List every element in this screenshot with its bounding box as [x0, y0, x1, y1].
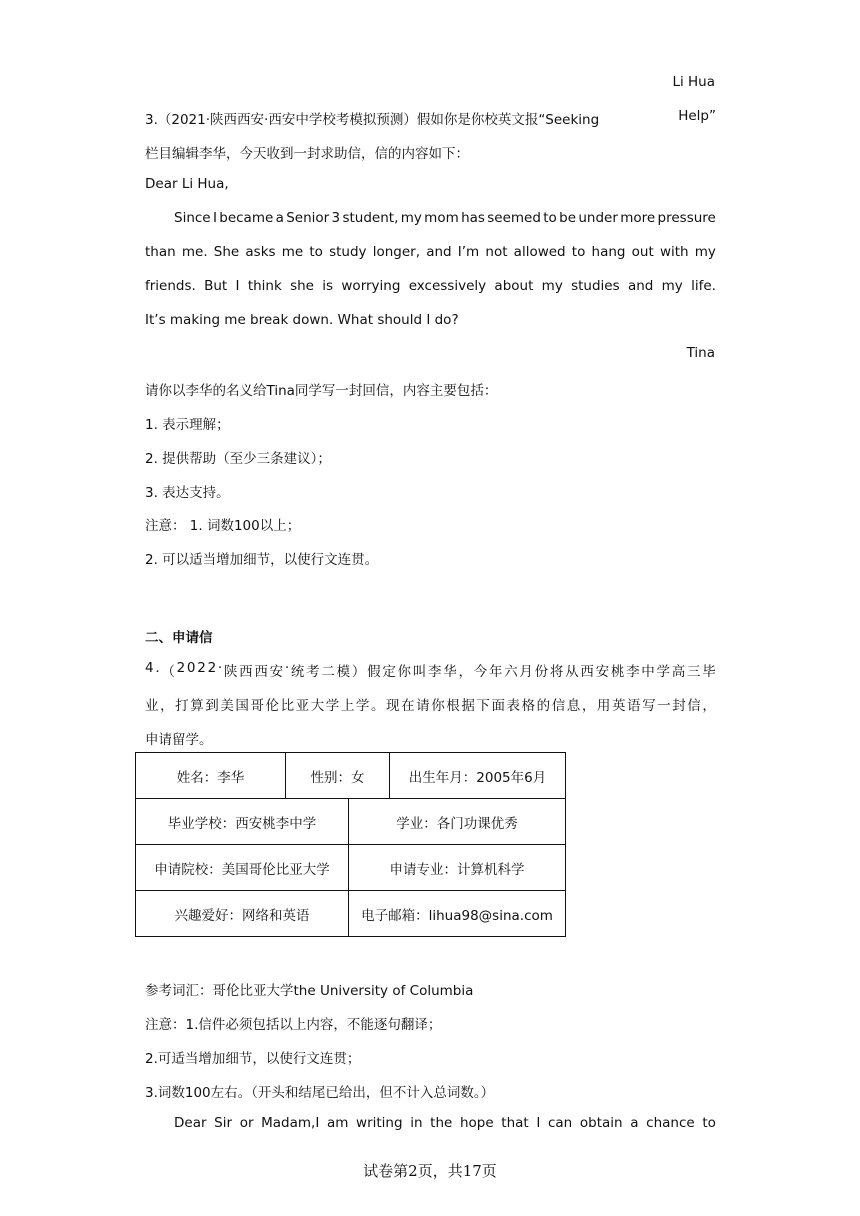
q3-letter-line1: Since I became a Senior 3 student, my mom has seemed to be under more pressure: [174, 210, 716, 226]
q3-greeting: Dear Li Hua,: [145, 176, 229, 192]
q3-point: 3. 表达支持。: [145, 485, 230, 501]
q4-note: 3.词数100左右。（开头和结尾已给出，但不计入总词数。）: [145, 1085, 495, 1101]
q3-intro-line2: 栏目编辑李华，今天收到一封求助信，信的内容如下：: [145, 146, 469, 162]
top-signature: Li Hua: [672, 74, 715, 90]
table-cell-apply-school: 申请院校：美国哥伦比亚大学: [136, 845, 349, 891]
q4-note: 2.可适当增加细节，以使行文连贯；: [145, 1051, 361, 1067]
table-row: [136, 753, 566, 799]
table-row: [136, 891, 566, 937]
table-row: [136, 845, 566, 891]
table-cell-hobbies: 兴趣爱好：网络和英语: [136, 891, 349, 937]
q4-note: 注意：1.信件必须包括以上内容，不能逐句翻译；: [145, 1017, 442, 1033]
page-footer: 试卷第2页，共17页: [363, 1162, 497, 1180]
section-heading: 二、申请信: [145, 630, 213, 646]
q3-signature: Tina: [686, 345, 715, 361]
q3-note: 2. 可以适当增加细节，以使行文连贯。: [145, 552, 379, 568]
table-cell-gender: 性别：女: [286, 753, 390, 799]
q4-intro-line1: 4 . （ 2 0 2 2 · 陕 西 西 安 · 统 考 二 模 ） 假 定 你 叫 李 华 ， 今 年 六 月 份 将 从 西 安 桃 李 中 学 高 三 毕: [145, 660, 716, 680]
q3-point: 1. 表示理解；: [145, 417, 230, 433]
q4-vocab: 参考词汇：哥伦比亚大学the University of Columbia: [145, 983, 474, 999]
q3-task: 请你以李华的名义给Tina同学写一封回信，内容主要包括：: [145, 383, 498, 399]
table-cell-birth: 出生年月：2005年6月: [390, 753, 566, 799]
table-cell-academics: 学业：各门功课优秀: [349, 799, 566, 845]
applicant-info-table: [135, 752, 566, 937]
table-row: [136, 799, 566, 845]
table-cell-name: 姓名：李华: [136, 753, 286, 799]
q3-letter-line4: It’s making me break down. What should I do?: [145, 312, 459, 328]
table-cell-school: 毕业学校：西安桃李中学: [136, 799, 349, 845]
q3-letter-line2: than me. She asks me to study longer, and I’m not allowed to hang out with my: [145, 244, 716, 260]
table-cell-apply-major: 申请专业：计算机科学: [349, 845, 566, 891]
q4-opening: Dear Sir or Madam,I am writing in the hope that I can obtain a chance to: [174, 1115, 716, 1131]
table-cell-email: 电子邮箱：lihua98@sina.com: [349, 891, 566, 937]
q3-note: 注意： 1. 词数100以上；: [145, 518, 301, 534]
q3-point: 2. 提供帮助（至少三条建议）；: [145, 451, 331, 467]
q4-intro-line3: 申请留学。: [145, 732, 213, 748]
q3-letter-line3: friends. But I think she is worrying excessively about my studies and my life.: [145, 278, 716, 294]
q4-intro-line2: 业 ， 打 算 到 美 国 哥 伦 比 亚 大 学 上 学 。 现 在 请 你 根 据 下 面 表 格 的 信 息 ， 用 英 语 写 一 封 信 ，: [145, 698, 716, 714]
q3-intro-line1: 3.（2021·陕西西安·西安中学校考模拟预测）假如你是你校英文报“Seeking Help”: [145, 108, 716, 128]
